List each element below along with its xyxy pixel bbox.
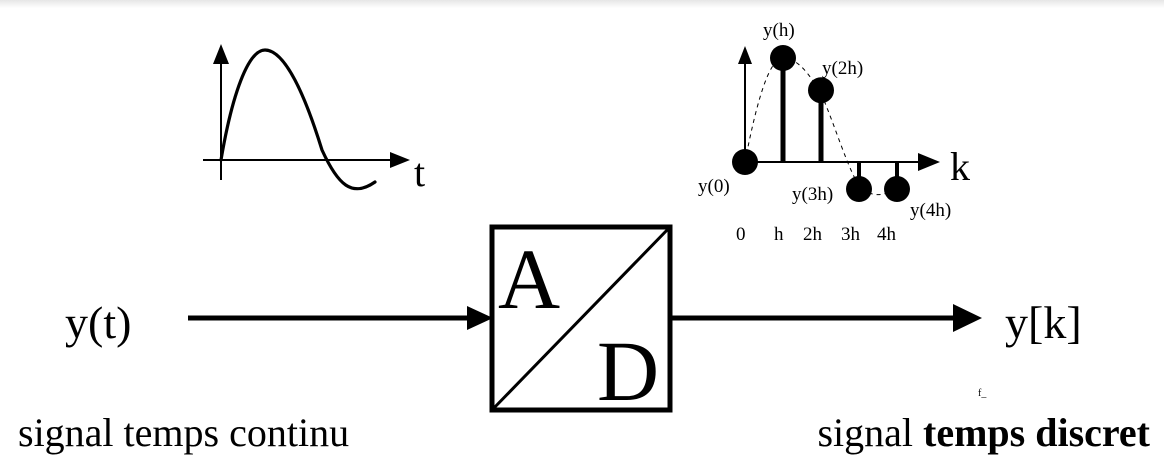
continuous-t-arrowhead (390, 152, 410, 168)
input-arrowhead (467, 306, 493, 330)
continuous-sine-curve (221, 50, 375, 189)
small-mark: f_ (978, 388, 987, 399)
sample-dot-0 (732, 149, 758, 175)
tick-label-4h: 4h (877, 224, 896, 245)
sample-label-y4h: y(4h) (910, 200, 952, 221)
sample-label-y2h: y(2h) (822, 58, 864, 79)
tick-label-2h: 2h (803, 224, 822, 245)
continuous-axis-label-t: t (414, 150, 426, 195)
sample-dot-2h (808, 77, 834, 103)
sample-label-yh: y(h) (763, 20, 795, 41)
sample-dot-3h (846, 176, 872, 202)
sample-label-y3h: y(3h) (792, 184, 834, 205)
sample-label-y0: y(0) (698, 176, 730, 197)
converter-letter-d: D (597, 323, 660, 419)
discrete-k-arrowhead (918, 153, 940, 171)
continuous-signal-plot (203, 44, 425, 195)
sample-dot-h (770, 45, 796, 71)
caption-continuous: signal temps continu (18, 410, 350, 455)
tick-label-h: h (774, 224, 784, 245)
input-signal-label: y(t) (65, 297, 132, 348)
discrete-signal-plot (698, 20, 970, 245)
caption-discrete-normal: signal (817, 410, 923, 455)
output-signal-label: y[k] (1005, 297, 1082, 348)
discrete-y-arrowhead (738, 46, 752, 64)
tick-label-0: 0 (736, 224, 746, 245)
converter-letter-a: A (498, 231, 561, 327)
discrete-axis-label-k: k (950, 144, 970, 189)
tick-label-3h: 3h (841, 224, 860, 245)
output-arrowhead (953, 304, 982, 332)
sample-dot-4h (884, 176, 910, 202)
ad-converter-block (492, 227, 670, 419)
continuous-y-arrowhead (213, 44, 229, 64)
caption-discrete-bold: temps discret (923, 410, 1150, 455)
caption-discrete (817, 410, 1150, 455)
